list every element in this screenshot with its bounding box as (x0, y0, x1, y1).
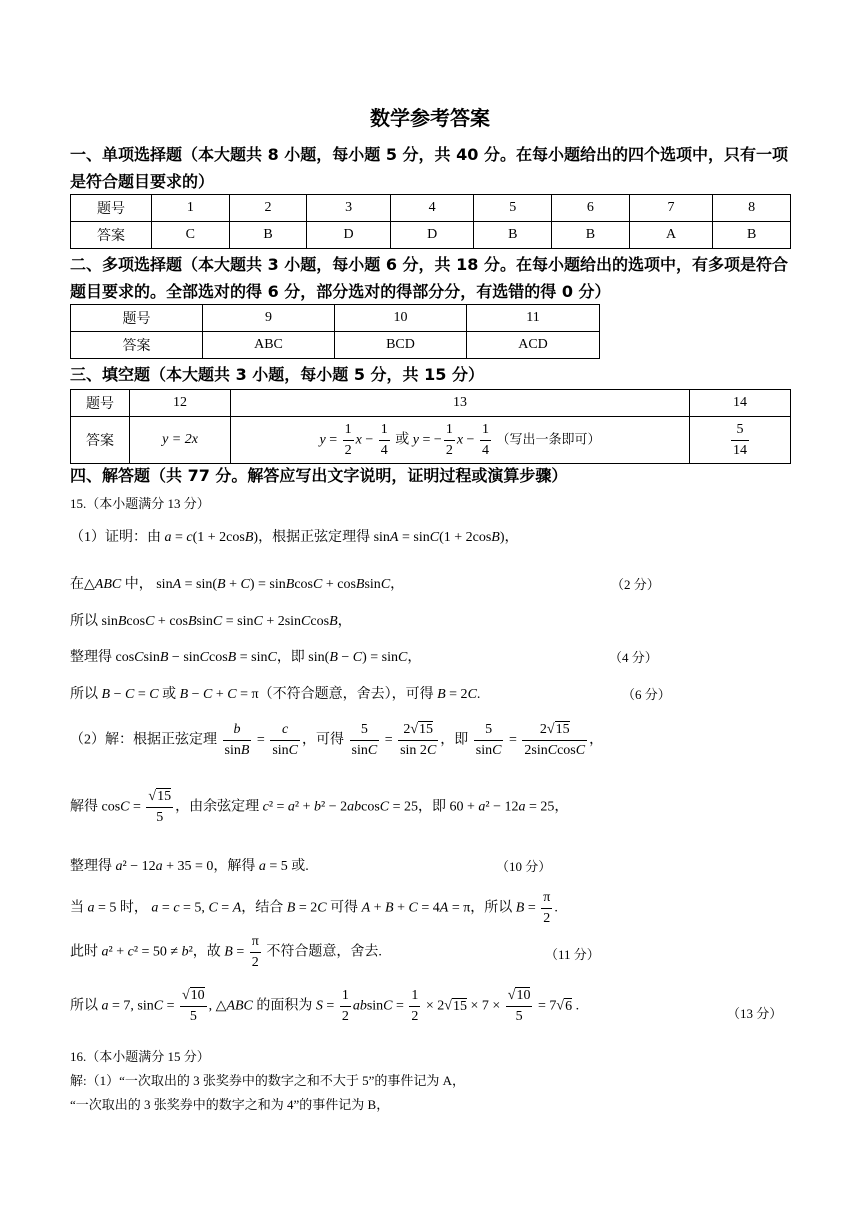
solution-line: 在△ABC 中， sinA = sin(B + C) = sinBcosC + cosBsinC， (70, 577, 405, 592)
answer-cell: B (713, 222, 791, 249)
answer-note: （写出一条即可） (496, 431, 601, 447)
section3-table (70, 389, 791, 464)
question-number: 10 (335, 305, 467, 332)
question-number: 7 (629, 195, 713, 222)
section3-heading: 三、填空题（本大题共 3 小题，每小题 5 分，共 15 分） (70, 365, 484, 384)
row-label: 题号 (71, 305, 203, 332)
solution-line: （1）证明：由 a = c(1 + 2cosB)，根据正弦定理得 sinA = sinC(1 + 2cosB)， (70, 530, 519, 545)
answer-cell: BCD (335, 332, 467, 359)
question-number: 11 (467, 305, 600, 332)
q15-title: 15.（本小题满分 13 分） (70, 496, 210, 511)
answer-cell: A (629, 222, 713, 249)
solution-line: “一次取出的 3 张奖券中的数字之和为 4”的事件记为 B， (70, 1097, 390, 1112)
or-word: 或 (395, 432, 410, 448)
solution-line: 解:（1）“一次取出的 3 张奖券中的数字之和不大于 5”的事件记为 A， (70, 1073, 466, 1088)
question-number: 2 (229, 195, 307, 222)
row-label: 答案 (71, 222, 152, 249)
section4-heading: 四、解答题（共 77 分。解答应写出文字说明，证明过程或演算步骤） (70, 466, 568, 485)
solution-line: 所以 B − C = C 或 B − C + C = π（不符合题意，舍去），可得 B = 2C. (70, 687, 481, 702)
section1-table (70, 194, 791, 249)
fraction-denominator: 14 (733, 442, 747, 458)
question-number: 1 (152, 195, 230, 222)
score-label: （10 分） (496, 859, 552, 874)
score-label: （13 分） (727, 1006, 783, 1021)
row-label: 题号 (71, 390, 130, 417)
solution-line: 当 a = 5 时， a = c = 5, C = A，结合 B = 2C 可得 A + B + C = 4A = π，所以 B = $\frac{\pi}{2}$ . (70, 890, 558, 926)
question-number: 5 (474, 195, 552, 222)
table-row (71, 195, 791, 222)
answer-cell: B (552, 222, 630, 249)
section2-table (70, 304, 600, 359)
answer-cell: D (307, 222, 391, 249)
answer-cell: B (474, 222, 552, 249)
table-row (71, 332, 600, 359)
row-label: 答案 (71, 417, 130, 464)
q16-title: 16.（本小题满分 15 分） (70, 1049, 210, 1064)
answer-cell (690, 417, 791, 464)
question-number: 14 (690, 390, 791, 417)
question-number: 13 (231, 390, 690, 417)
solution-line: 整理得 cosCsinB − sinCcosB = sinC，即 sin(B − C) = sinC， (70, 650, 422, 665)
table-row (71, 305, 600, 332)
table-row (71, 390, 791, 417)
solution-line: 解得 cosC = $\frac{√15}{5}$ ，由余弦定理 c² = a² + b² − 2abcosC = 25，即 60 + a² − 12a = 25， (70, 789, 569, 825)
solution-line: 所以 a = 7, sinC = $\frac{√10}{5}$ , △ABC 的面积为 S = $\frac{1}{2}$ absinC = $\frac{1}{2}$ × 2√15 × 7 × $\frac{√10}{5}$ = 7√6 . (70, 988, 580, 1024)
question-number: 3 (307, 195, 391, 222)
answer-cell: y = $\frac{1}{2}$ x − $\frac{1}{4}$ 或 y = − $\frac{1}{2}$ x − $\frac{1}{4}$ （写出一条即可） (231, 417, 690, 464)
section1-heading: 一、单项选择题（本大题共 8 小题，每小题 5 分，共 40 分。在每小题给出的四个选项中，只有一项是符合题目要求的） (70, 145, 788, 191)
score-label: （11 分） (545, 947, 600, 962)
score-label: （4 分） (609, 650, 658, 665)
answer-cell: ABC (203, 332, 335, 359)
score-label: （6 分） (622, 687, 671, 702)
row-label: 答案 (71, 332, 203, 359)
fraction-numerator: 5 (731, 420, 749, 441)
answer-cell: C (152, 222, 230, 249)
answer-cell: ACD (467, 332, 600, 359)
answer-cell: D (390, 222, 474, 249)
answer-cell: y = 2x (130, 417, 231, 464)
table-row (71, 417, 791, 464)
row-label: 题号 (71, 195, 152, 222)
solution-line: 所以 sinBcosC + cosBsinC = sinC + 2sinCcosB， (70, 614, 352, 629)
question-number: 6 (552, 195, 630, 222)
question-number: 4 (390, 195, 474, 222)
question-number: 8 (713, 195, 791, 222)
score-label: （2 分） (611, 577, 660, 592)
solution-line: 此时 a² + c² = 50 ≠ b²，故 B = $\frac{\pi}{2}$ 不符合题意，舍去. (70, 934, 382, 970)
question-number: 9 (203, 305, 335, 332)
section2-heading: 二、多项选择题（本大题共 3 小题，每小题 6 分，共 18 分。在每小题给出的选项中，有多项是符合题目要求的。全部选对的得 6 分，部分选对的得部分分，有选错的得 0 分） (70, 255, 788, 301)
answer-cell: B (229, 222, 307, 249)
solution-line: 整理得 a² − 12a + 35 = 0，解得 a = 5 或. (70, 859, 309, 874)
question-number: 12 (130, 390, 231, 417)
table-row (71, 222, 791, 249)
solution-line: （2）解：根据正弦定理 $\frac{b}{\sin B}$ = $\frac{c}{\sin C}$ ，可得 $\frac{5}{\sin C}$ = $\frac{2√15}{\sin 2C}$ ，即 $\frac{5}{\sin C}$ = $\frac{2√15}{\text{2sinCcosC}}$ ， (70, 722, 604, 758)
page-title: 数学参考答案 (370, 106, 490, 130)
